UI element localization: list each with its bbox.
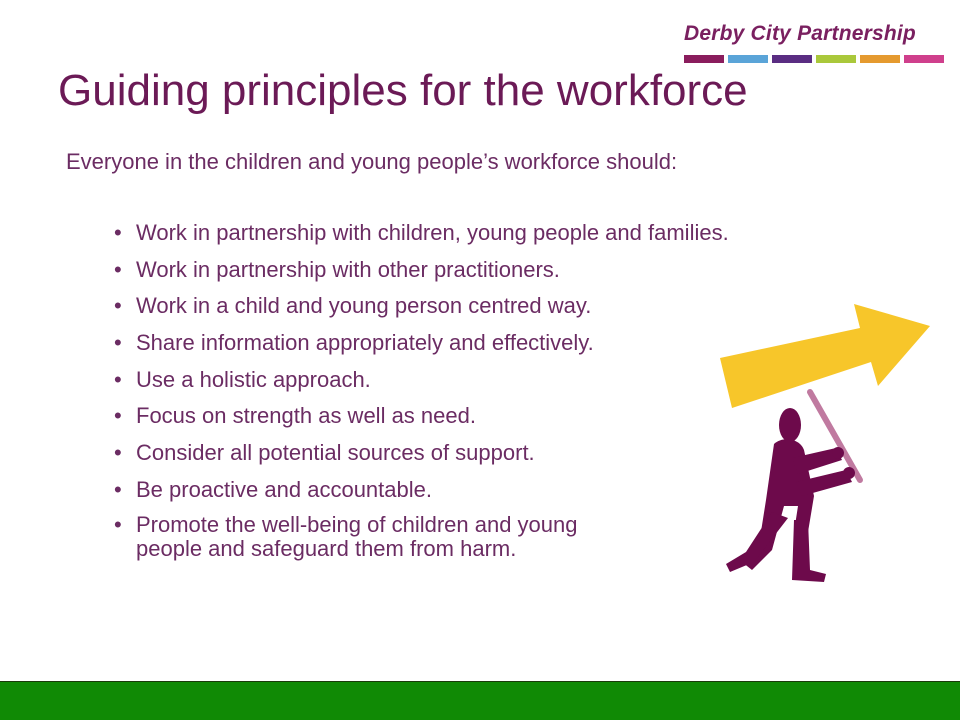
principle-text: Work in partnership with children, young people and families. xyxy=(136,220,729,245)
principle-item xyxy=(114,366,729,393)
principle-item xyxy=(114,439,729,466)
principle-item xyxy=(114,476,729,503)
figure-leg-right xyxy=(792,520,826,582)
principle-text: Work in partnership with other practitioners. xyxy=(136,256,560,282)
principle-text: Share information appropriately and effectively. xyxy=(136,330,594,356)
principle-text: people and safeguard them from harm. xyxy=(136,535,517,561)
bullet-marker: • xyxy=(114,330,122,356)
bullet-marker: • xyxy=(114,511,122,537)
principle-item xyxy=(114,292,729,319)
principle-item xyxy=(114,513,729,561)
intro-text: Everyone in the children and young people’s workforce should: xyxy=(66,149,678,174)
logo-stripe xyxy=(860,55,900,63)
logo-wordmark: Derby City Partnership xyxy=(684,22,916,45)
principle-text: Work in a child and young person centred way. xyxy=(136,293,592,319)
logo-stripe xyxy=(684,55,724,63)
slide-title: Guiding principles for the workforce xyxy=(58,66,748,115)
logo-stripe xyxy=(728,55,768,63)
logo-stripe xyxy=(772,55,812,63)
bullet-marker: • xyxy=(114,220,122,245)
bullet-marker: • xyxy=(114,366,122,392)
bullet-marker: • xyxy=(114,403,122,429)
logo-stripe xyxy=(904,55,944,63)
principle-item xyxy=(114,402,729,429)
person-carrying-arrow-illustration xyxy=(712,300,938,596)
principle-item xyxy=(114,329,729,356)
derby-city-partnership-logo xyxy=(684,22,944,68)
arrow-sign xyxy=(720,304,930,408)
bullet-marker: • xyxy=(114,476,122,502)
principle-text: Use a holistic approach. xyxy=(136,366,371,392)
footer-bar xyxy=(0,681,960,720)
principle-text: Consider all potential sources of support. xyxy=(136,440,535,466)
figure-head xyxy=(779,408,801,442)
logo-color-stripes xyxy=(684,55,944,63)
figure-hand-upper xyxy=(832,447,844,459)
principle-text: Focus on strength as well as need. xyxy=(136,403,476,429)
principle-text: Promote the well-being of children and young xyxy=(136,511,578,537)
principle-item xyxy=(114,256,729,283)
figure-hand-lower xyxy=(843,467,855,479)
bullet-marker: • xyxy=(114,440,122,466)
bullet-marker: • xyxy=(114,256,122,282)
logo-stripe xyxy=(816,55,856,63)
principle-text: Be proactive and accountable. xyxy=(136,476,432,502)
bullet-marker: • xyxy=(114,293,122,319)
principle-item xyxy=(114,219,729,246)
principles-list xyxy=(114,219,729,570)
